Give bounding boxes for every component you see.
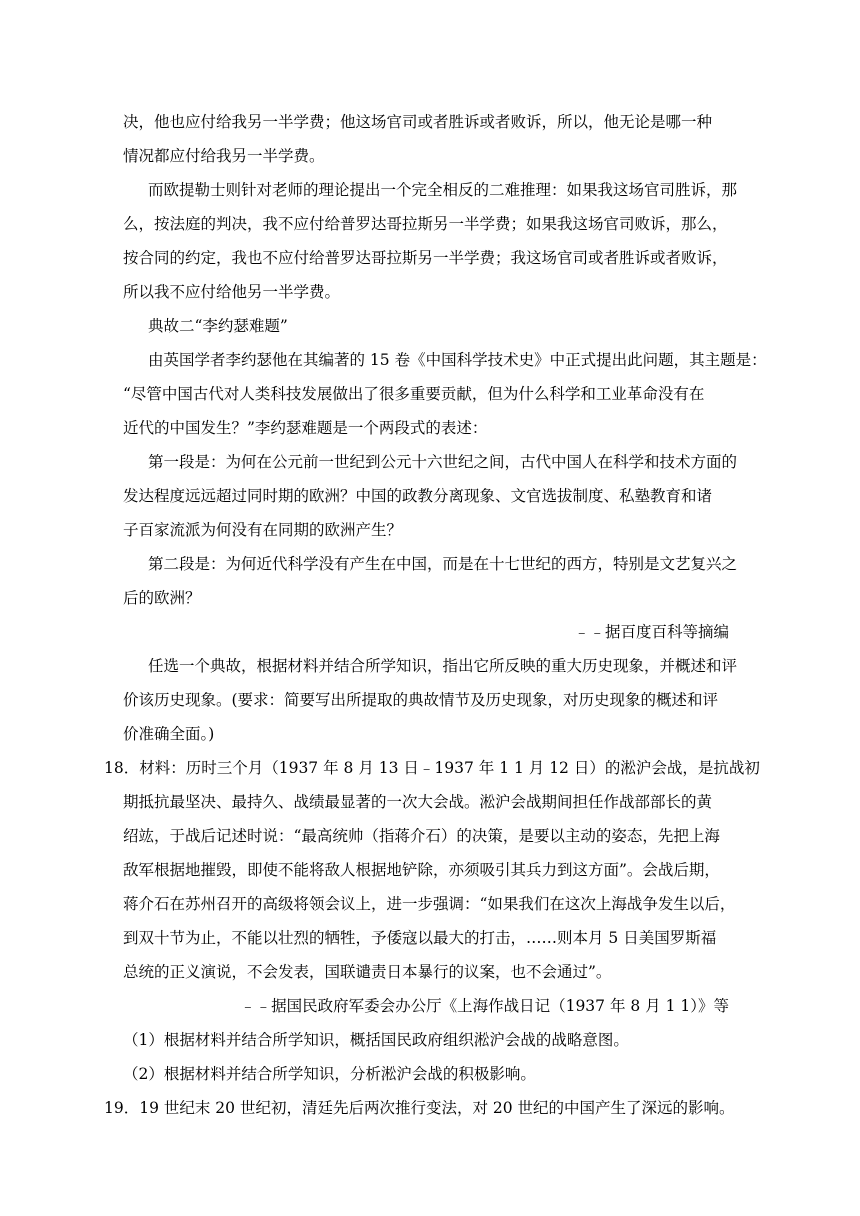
text-line: 蒋介石在苏州召开的高级将领会议上，进一步强调：“如果我们在这次上海战争发生以后，: [123, 895, 736, 913]
text-line: 按合同的约定，我也不应付给普罗达哥拉斯另一半学费；我这场官司或者胜诉或者败诉，: [123, 249, 728, 267]
text-line: 价准确全面。): [123, 725, 215, 743]
text-line: 由英国学者李约瑟他在其编著的 15 卷《中国科学技术史》中正式提出此问题，其主题是：: [148, 351, 767, 369]
section-heading: 典故二“李约瑟难题”: [148, 317, 288, 335]
question-18: 18．材料：历时三个月（1937 年 8 月 13 日﹣1937 年 1 1 月 12 日）的淞沪会战，是抗战初: [104, 759, 760, 777]
sub-question: （1）根据材料并结合所学知识，概括国民政府组织淞沪会战的战略意图。: [123, 1031, 629, 1049]
text-line: 情况都应付给我另一半学费。: [123, 147, 325, 165]
text-line: 第二段是：为何近代科学没有产生在中国，而是在十七世纪的西方，特别是文艺复兴之: [148, 555, 738, 573]
text-line: 所以我不应付给他另一半学费。: [123, 283, 341, 301]
text-line: 么，按法庭的判决，我不应付给普罗达哥拉斯另一半学费；如果我这场官司败诉，那么，: [123, 215, 728, 233]
text-line: 后的欧洲？: [123, 589, 201, 607]
text-line: “尽管中国古代对人类科技发展做出了很多重要贡献，但为什么科学和工业革命没有在: [123, 385, 705, 403]
text-line: 任选一个典故，根据材料并结合所学知识，指出它所反映的重大历史现象，并概述和评: [148, 657, 738, 675]
text-line: 敌军根据地摧毁，即使不能将敌人根据地铲除，亦须吸引其兵力到这方面”。会战后期，: [123, 861, 720, 879]
text-line: 绍竑，于战后记述时说：“最高统帅（指蒋介石）的决策，是要以主动的姿态，先把上海: [123, 827, 720, 845]
text-line: 价该历史现象。(要求：简要写出所提取的典故情节及历史现象，对历史现象的概述和评: [123, 691, 719, 709]
text-line: 期抵抗最坚决、最持久、战绩最显著的一次大会战。淞沪会战期间担任作战部部长的黄: [123, 793, 713, 811]
text-line: 到双十节为止，不能以壮烈的牺牲，予倭寇以最大的打击，……则本月 5 日美国罗斯福: [123, 929, 717, 947]
text-line: 近代的中国发生？”李约瑟难题是一个两段式的表述：: [123, 419, 488, 437]
source-citation: ﹣﹣据百度百科等摘编: [573, 623, 729, 641]
text-line: 总统的正义演说，不会发表，国联谴责日本暴行的议案，也不会通过”。: [123, 963, 612, 981]
question-19: 19．19 世纪末 20 世纪初，清廷先后两次推行变法，对 20 世纪的中国产生了深远的影响。: [104, 1099, 735, 1117]
text-line: 决，他也应付给我另一半学费；他这场官司或者胜诉或者败诉，所以，他无论是哪一种: [123, 113, 713, 131]
source-citation: ﹣﹣据国民政府军委会办公厅《上海作战日记（1937 年 8 月 1 1）》等: [240, 997, 729, 1015]
text-line: 发达程度远远超过同时期的欧洲？中国的政教分离现象、文官选拔制度、私塾教育和诸: [123, 487, 713, 505]
text-line: 子百家流派为何没有在同期的欧洲产生？: [123, 521, 403, 539]
sub-question: （2）根据材料并结合所学知识，分析淞沪会战的积极影响。: [123, 1065, 536, 1083]
text-line: 第一段是：为何在公元前一世纪到公元十六世纪之间，古代中国人在科学和技术方面的: [148, 453, 738, 471]
text-line: 而欧提勒士则针对老师的理论提出一个完全相反的二难推理：如果我这场官司胜诉，那: [148, 181, 738, 199]
